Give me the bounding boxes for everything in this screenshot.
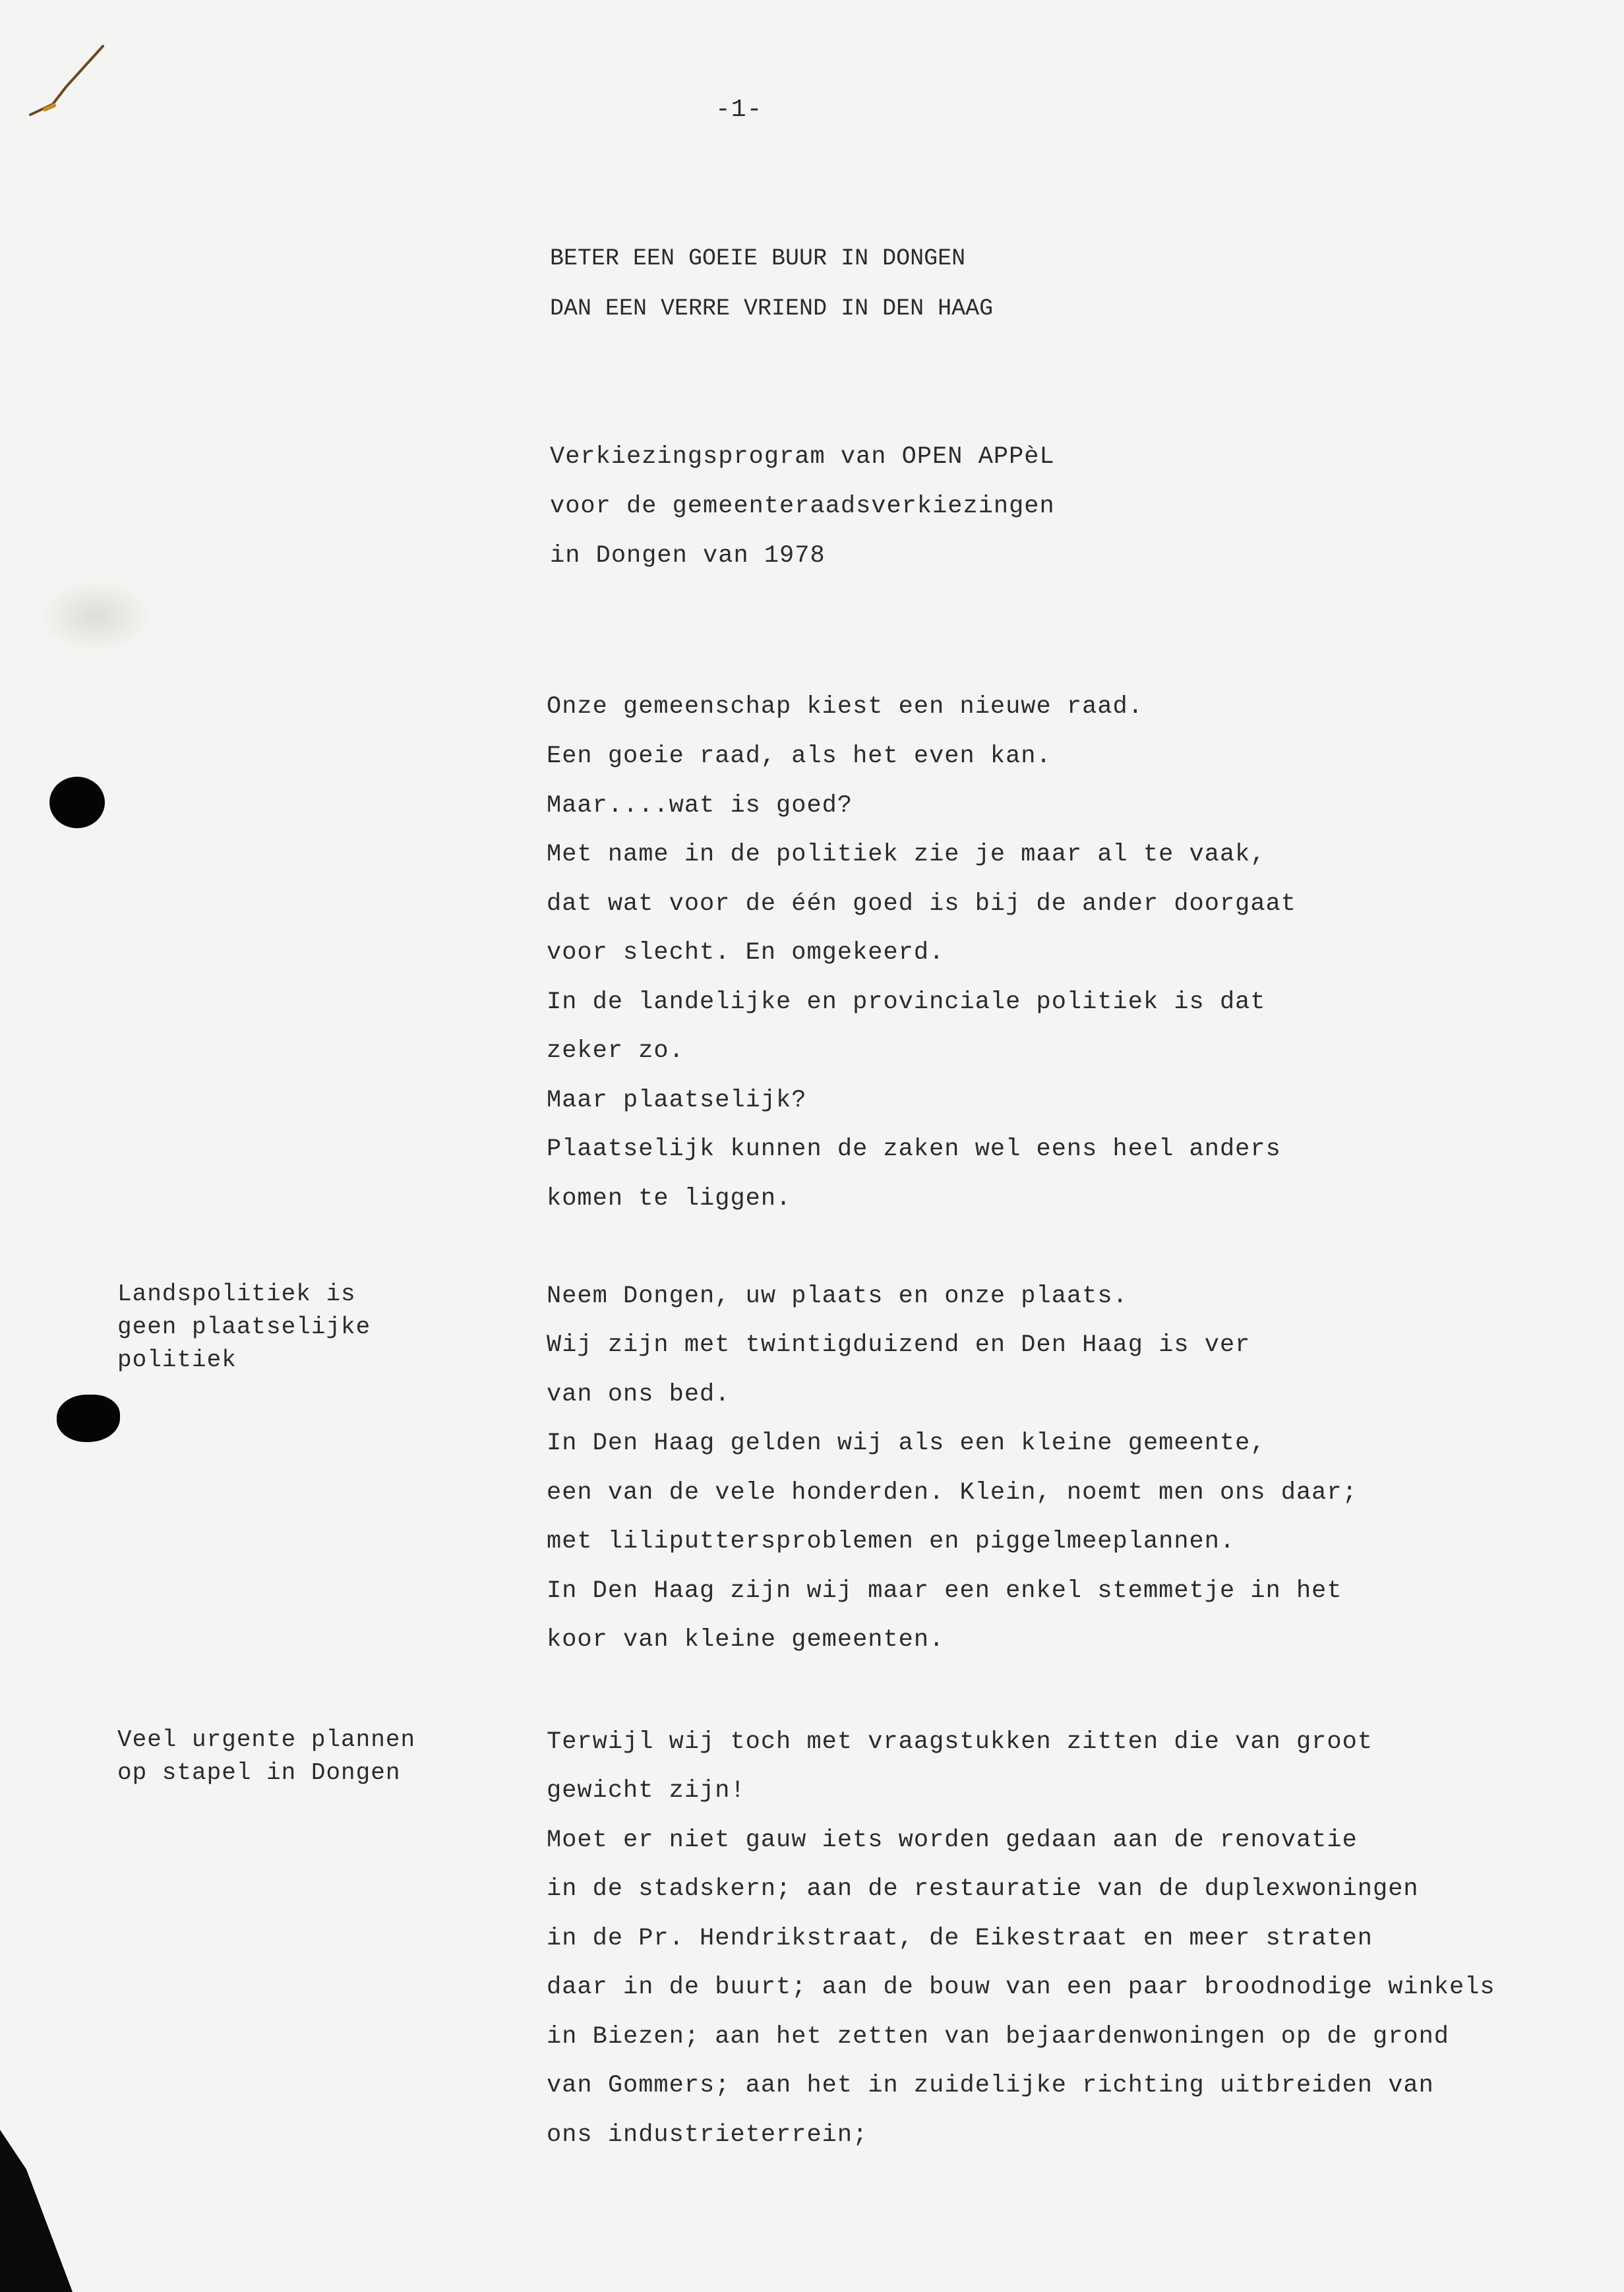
- body-line: Maar....wat is goed?: [547, 792, 853, 820]
- body-line: in de stadskern; aan de restauratie van de duplexwoningen: [547, 1875, 1419, 1903]
- body-line: dat wat voor de één goed is bij de ander doorgaat: [547, 890, 1296, 918]
- body-line: zeker zo.: [547, 1037, 684, 1065]
- punch-hole-top: [49, 777, 105, 828]
- body-line: Moet er niet gauw iets worden gedaan aan de renovatie: [547, 1826, 1358, 1854]
- body-line: Met name in de politiek zie je maar al te vaak,: [547, 841, 1266, 868]
- margin-note-line: Veel urgente plannen: [117, 1726, 416, 1753]
- margin-note-line: op stapel in Dongen: [117, 1759, 401, 1786]
- body-line: van Gommers; aan het in zuidelijke richting uitbreiden van: [547, 2072, 1434, 2099]
- title-line-1: BETER EEN GOEIE BUUR IN DONGEN: [550, 245, 966, 272]
- paper-smudge: [40, 580, 152, 653]
- body-line: koor van kleine gemeenten.: [547, 1626, 945, 1654]
- punch-hole-bottom: [57, 1395, 120, 1442]
- body-line: van ons bed.: [547, 1381, 731, 1408]
- body-line: gewicht zijn!: [547, 1777, 746, 1805]
- body-line: Wij zijn met twintigduizend en Den Haag is ver: [547, 1331, 1251, 1359]
- body-line: In Den Haag gelden wij als een kleine gemeente,: [547, 1430, 1266, 1457]
- subtitle-line-1: Verkiezingsprogram van OPEN APPèL: [550, 443, 1055, 471]
- body-line: in de Pr. Hendrikstraat, de Eikestraat en meer straten: [547, 1925, 1373, 1952]
- body-line: Onze gemeenschap kiest een nieuwe raad.: [547, 693, 1143, 721]
- body-line: ons industrieterrein;: [547, 2121, 868, 2149]
- subtitle-line-3: in Dongen van 1978: [550, 542, 826, 570]
- body-line: een van de vele honderden. Klein, noemt men ons daar;: [547, 1479, 1358, 1507]
- margin-note-line: Landspolitiek is: [117, 1281, 356, 1308]
- body-line: daar in de buurt; aan de bouw van een paar broodnodige winkels: [547, 1974, 1495, 2001]
- title-line-2: DAN EEN VERRE VRIEND IN DEN HAAG: [550, 295, 994, 322]
- body-line: Een goeie raad, als het even kan.: [547, 742, 1052, 770]
- body-line: Terwijl wij toch met vraagstukken zitten die van groot: [547, 1728, 1373, 1756]
- scan-edge-shadow: [0, 2130, 86, 2292]
- pen-mark-icon: [25, 41, 111, 120]
- margin-note-line: geen plaatselijke: [117, 1313, 371, 1341]
- body-line: In Den Haag zijn wij maar een enkel stemmetje in het: [547, 1577, 1342, 1605]
- body-line: komen te liggen.: [547, 1185, 792, 1213]
- body-line: met liliputtersproblemen en piggelmeeplannen.: [547, 1528, 1236, 1555]
- body-line: Maar plaatselijk?: [547, 1087, 807, 1114]
- body-line: Plaatselijk kunnen de zaken wel eens heel anders: [547, 1135, 1281, 1163]
- body-line: in Biezen; aan het zetten van bejaardenwoningen op de grond: [547, 2023, 1450, 2051]
- margin-note-line: politiek: [117, 1346, 237, 1373]
- body-line: In de landelijke en provinciale politiek is dat: [547, 988, 1266, 1016]
- body-line: Neem Dongen, uw plaats en onze plaats.: [547, 1282, 1128, 1310]
- page-number: -1-: [715, 96, 763, 124]
- body-line: voor slecht. En omgekeerd.: [547, 939, 945, 967]
- subtitle-line-2: voor de gemeenteraadsverkiezingen: [550, 493, 1055, 520]
